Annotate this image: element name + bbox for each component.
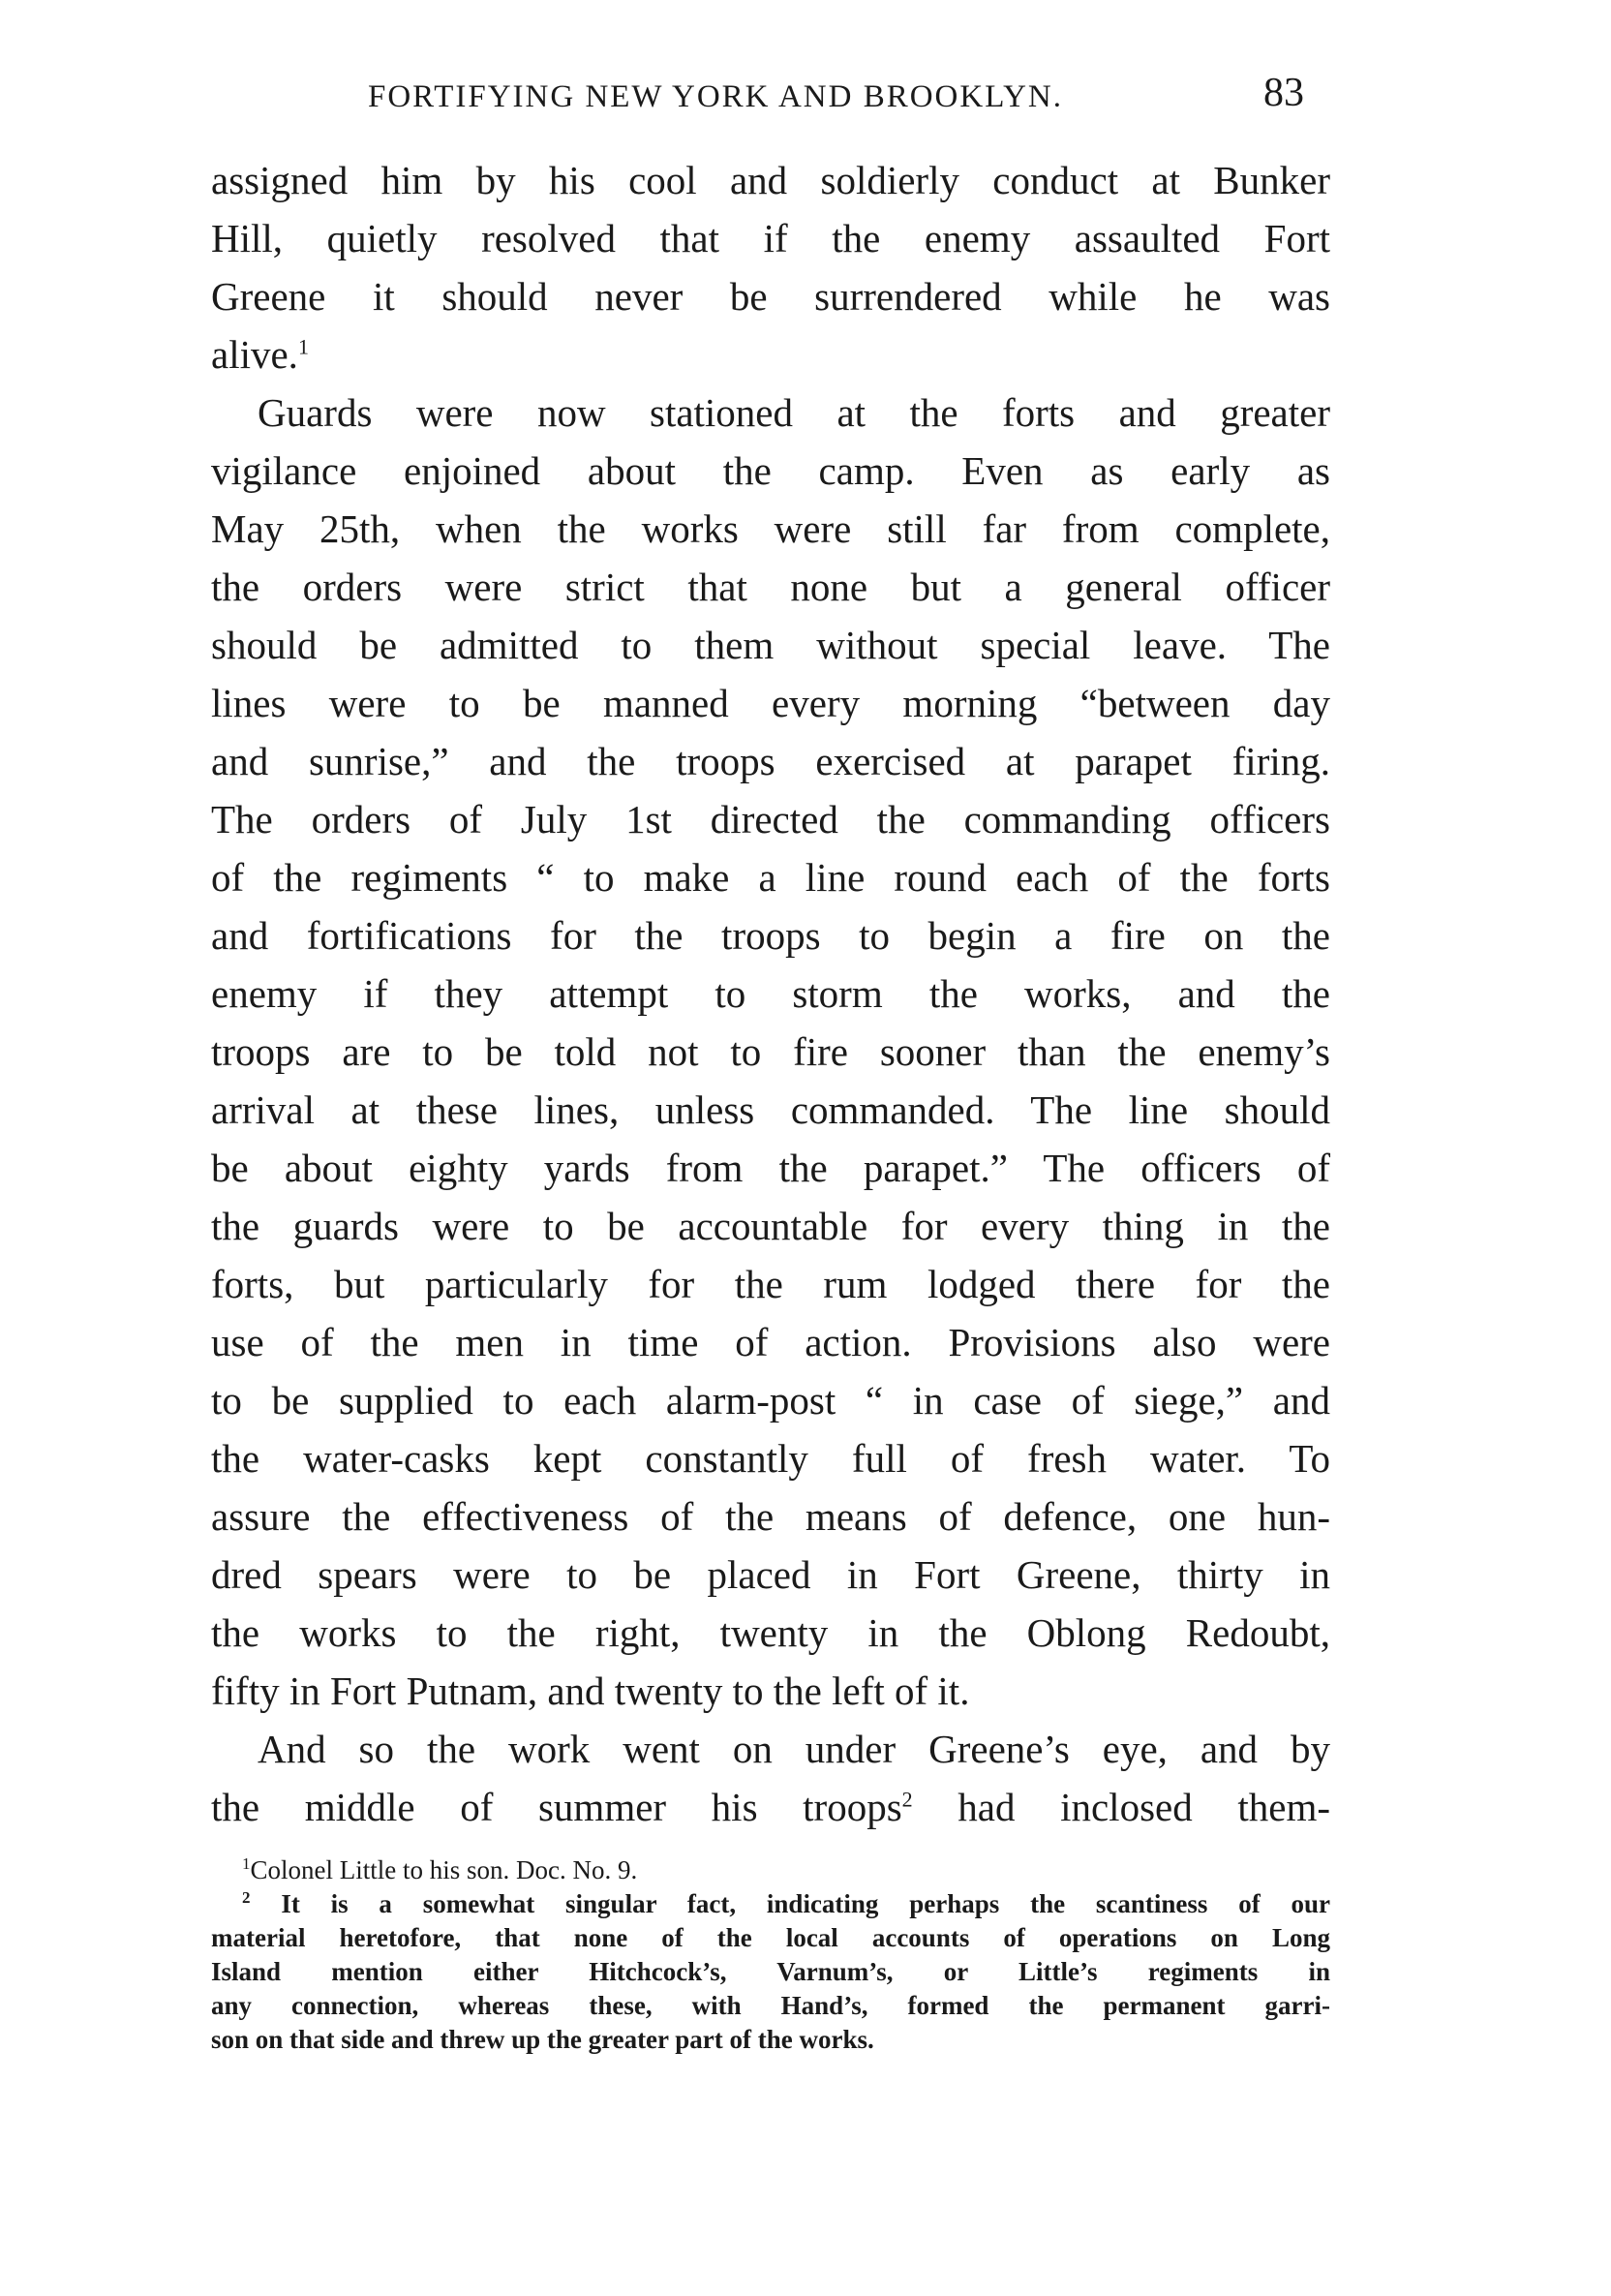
footnote-marker: 2 [901,1787,913,1812]
body-line: and sunrise,” and the troops exercised at parapet firing. [211,739,1330,783]
footnotes [211,1853,1330,2057]
body-line: use of the men in time of action. Provisions also were [211,1320,1330,1364]
body-line-text: the middle of summer his troops [211,1785,902,1829]
footnote-line: material heretofore, that none of the local accounts of operations on Long [211,1923,1330,1952]
body-line: May 25th, when the works were still far from complete, [211,506,1330,551]
body-line: the water-casks kept constantly full of fresh water. To [211,1436,1330,1481]
body-line: should be admitted to them without special leave. The [211,623,1330,667]
body-line-text: alive. [211,332,298,377]
running-head [368,70,1336,128]
body-line: assigned him by his cool and soldierly conduct at Bunker [211,158,1330,202]
footnote-marker: 1 [297,334,309,359]
footnote-text: It is a somewhat singular fact, indicating perhaps the scantiness of our [281,1889,1330,1918]
body-line [211,1778,1330,1836]
footnote-1 [211,1853,1330,1887]
body-line: and fortifications for the troops to begin a fire on the [211,913,1330,958]
body-line: the guards were to be accountable for every thing in the [211,1204,1330,1248]
body-line: arrival at these lines, unless commanded. The line should [211,1087,1330,1132]
footnote-mark: 2 [242,1888,251,1907]
body-line: be about eighty yards from the parapet.” The officers of [211,1146,1330,1190]
body-line: lines were to be manned every morning “between day [211,681,1330,725]
body-line [211,325,1330,383]
body-line-text: had inclosed them- [912,1785,1330,1829]
body-line: Guards were now stationed at the forts and greater [258,390,1330,435]
body-line: forts, but particularly for the rum lodged there for the [211,1262,1330,1306]
body-line: the orders were strict that none but a general officer [211,565,1330,609]
footnote-line: son on that side and threw up the greater part of the works. [211,2025,874,2054]
body-line: vigilance enjoined about the camp. Even as early as [211,448,1330,493]
page-number: 83 [1263,71,1304,115]
body-line: And so the work went on under Greene’s eye, and by [258,1727,1330,1771]
body-line: the works to the right, twenty in the Oblong Redoubt, [211,1610,1330,1655]
body-line: of the regiments “ to make a line round each of the forts [211,855,1330,900]
body-line: fifty in Fort Putnam, and twenty to the left of it. [211,1668,970,1713]
footnote-line: Island mention either Hitchcock’s, Varnum’s, or Little’s regiments in [211,1957,1330,1986]
body-text [211,151,1330,1836]
body-line: The orders of July 1st directed the commanding officers [211,797,1330,842]
running-head-title: FORTIFYING NEW YORK AND BROOKLYN. [368,79,1063,114]
footnote-text: Colonel Little to his son. Doc. No. 9. [250,1855,638,1884]
body-line: enemy if they attempt to storm the works, and the [211,971,1330,1016]
body-line: Hill, quietly resolved that if the enemy assaulted Fort [211,216,1330,260]
body-line: Greene it should never be surrendered while he was [211,274,1330,319]
body-line: assure the effectiveness of the means of defence, one hun- [211,1494,1330,1539]
body-line: troops are to be told not to fire sooner than the enemy’s [211,1029,1330,1074]
footnote-line: any connection, whereas these, with Hand’s, formed the permanent garri- [211,1991,1330,2020]
body-line: to be supplied to each alarm-post “ in case of siege,” and [211,1378,1330,1423]
footnote-mark: 1 [242,1854,251,1873]
body-line: dred spears were to be placed in Fort Greene, thirty in [211,1552,1330,1597]
footnote-2 [211,1887,1330,1921]
